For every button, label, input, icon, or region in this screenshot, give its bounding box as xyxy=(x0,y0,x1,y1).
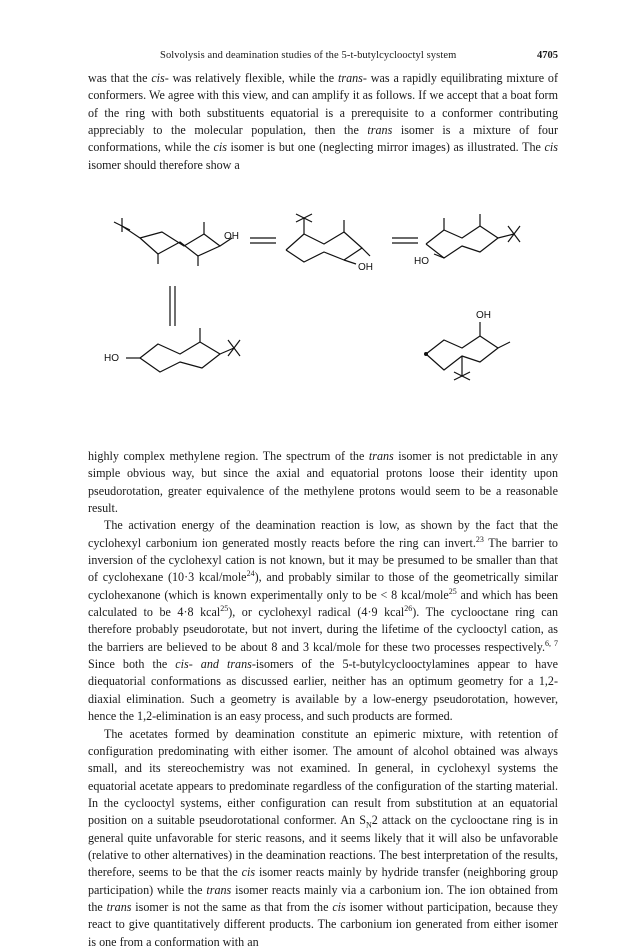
page-header xyxy=(90,50,558,64)
structure-cis xyxy=(424,310,510,380)
paragraph-acetates: The acetates formed by deamination constitute an epimeric mixture, with retention of configuration predominating with either isomer. The amount of alcohol obtained was always small, and its stereochemistry was not examined. In general, in cyclohexyl systems the equatorial acetate appears to predominate regardless of the configuration of the starting material. In the cyclooctyl systems, either configuration can result from substitution at an equatorial position on a suitable pseudorotational conformer. An $S_N2$ attack on the cyclooctane ring is in general quite unfavorable for steric reasons, and it seems likely that it will also be unfavorable (relative to other alternatives) in the deamination reactions. The best interpretation of the results, therefore, seems to be that the cis isomer reacts mainly by hydride transfer (neighboring group participation) while the trans isomer reacts mainly via a carbonium ion. The ion obtained from the trans isomer is not the same as that from the cis isomer without participation, because they react to give quantitatively different products. The carbonium ion generated from either isomer is one from a conformation with an xyxy=(88,726,559,949)
structure-trans-3 xyxy=(414,214,520,267)
paragraph-methylene: highly complex methylene region. The spectrum of the trans isomer is not predictable in any simple obvious way, but since the axial and equatorial protons loose their identity upon pseudorotation, greater equivalence of the methylene protons would seem to be a reasonable result. xyxy=(88,449,558,516)
page-number: 4705 xyxy=(537,50,558,61)
paragraph-activation-energy: The activation energy of the deamination reaction is low, as shown by the fact that the cyclohexyl carbonium ion generated mostly reacts before the ring can invert.$^{23}$ The barrier to inversion of the cyclohexyl cation is not known, but it may be presumed to be smaller than that of cyclohexane (10·3 kcal/mole$^{24}$), and probably similar to those of the geometrically similar cyclohexanone (which is known experimentally only to be < 8 kcal/mole$^{25}$ and which has been calculated to be 4·8 kcal$^{25}$), or cyclohexyl radical (4·9 kcal$^{26}$). The cyclooctane ring can therefore probably pseudorotate, but not invert, during the lifetime of the cyclooctyl cation, as the barriers are believed to be about 8 and 3 kcal/mole for these two processes respectively.$^{6, 7}$ Since both the cis- and trans-isomers of the 5-t-butylcyclooctylamines appear to have diequatorial conformations as discussed earlier, neither has an optimum geometry for a 1,2-diaxial elimination. Such a geometry is available by a low-energy pseudorotation, however, hence the 1,2-elimination is an easy process, and such products are formed. xyxy=(88,518,559,724)
conformer-structures xyxy=(100,208,530,418)
structure-trans-1 xyxy=(114,218,239,266)
structure-trans-4 xyxy=(104,328,240,372)
running-title: Solvolysis and deamination studies of the 5-t-butylcyclooctyl system xyxy=(160,50,457,61)
ho-label: HO xyxy=(414,256,429,267)
structure-trans-2 xyxy=(286,214,373,273)
body-text-lower xyxy=(88,448,558,951)
paragraph-conformers: was that the cis- was relatively flexible, while the trans- was a rapidly equilibrating mixture of conformers. We agree with this view, and can amplify it as follows. If we accept that a boat form of the ring with both substituents equatorial is a prerequisite to a conformer contributing appreciably to the molecular population, then the trans isomer is a mixture of four conformations, while the cis isomer is but one (neglecting mirror images) as illustrated. The cis isomer should therefore show a xyxy=(88,71,558,172)
oh-label: OH xyxy=(476,310,491,321)
oh-label: OH xyxy=(224,231,239,242)
oh-label: OH xyxy=(358,262,373,273)
conformer-figure xyxy=(100,208,530,418)
ho-label: HO xyxy=(104,353,119,364)
